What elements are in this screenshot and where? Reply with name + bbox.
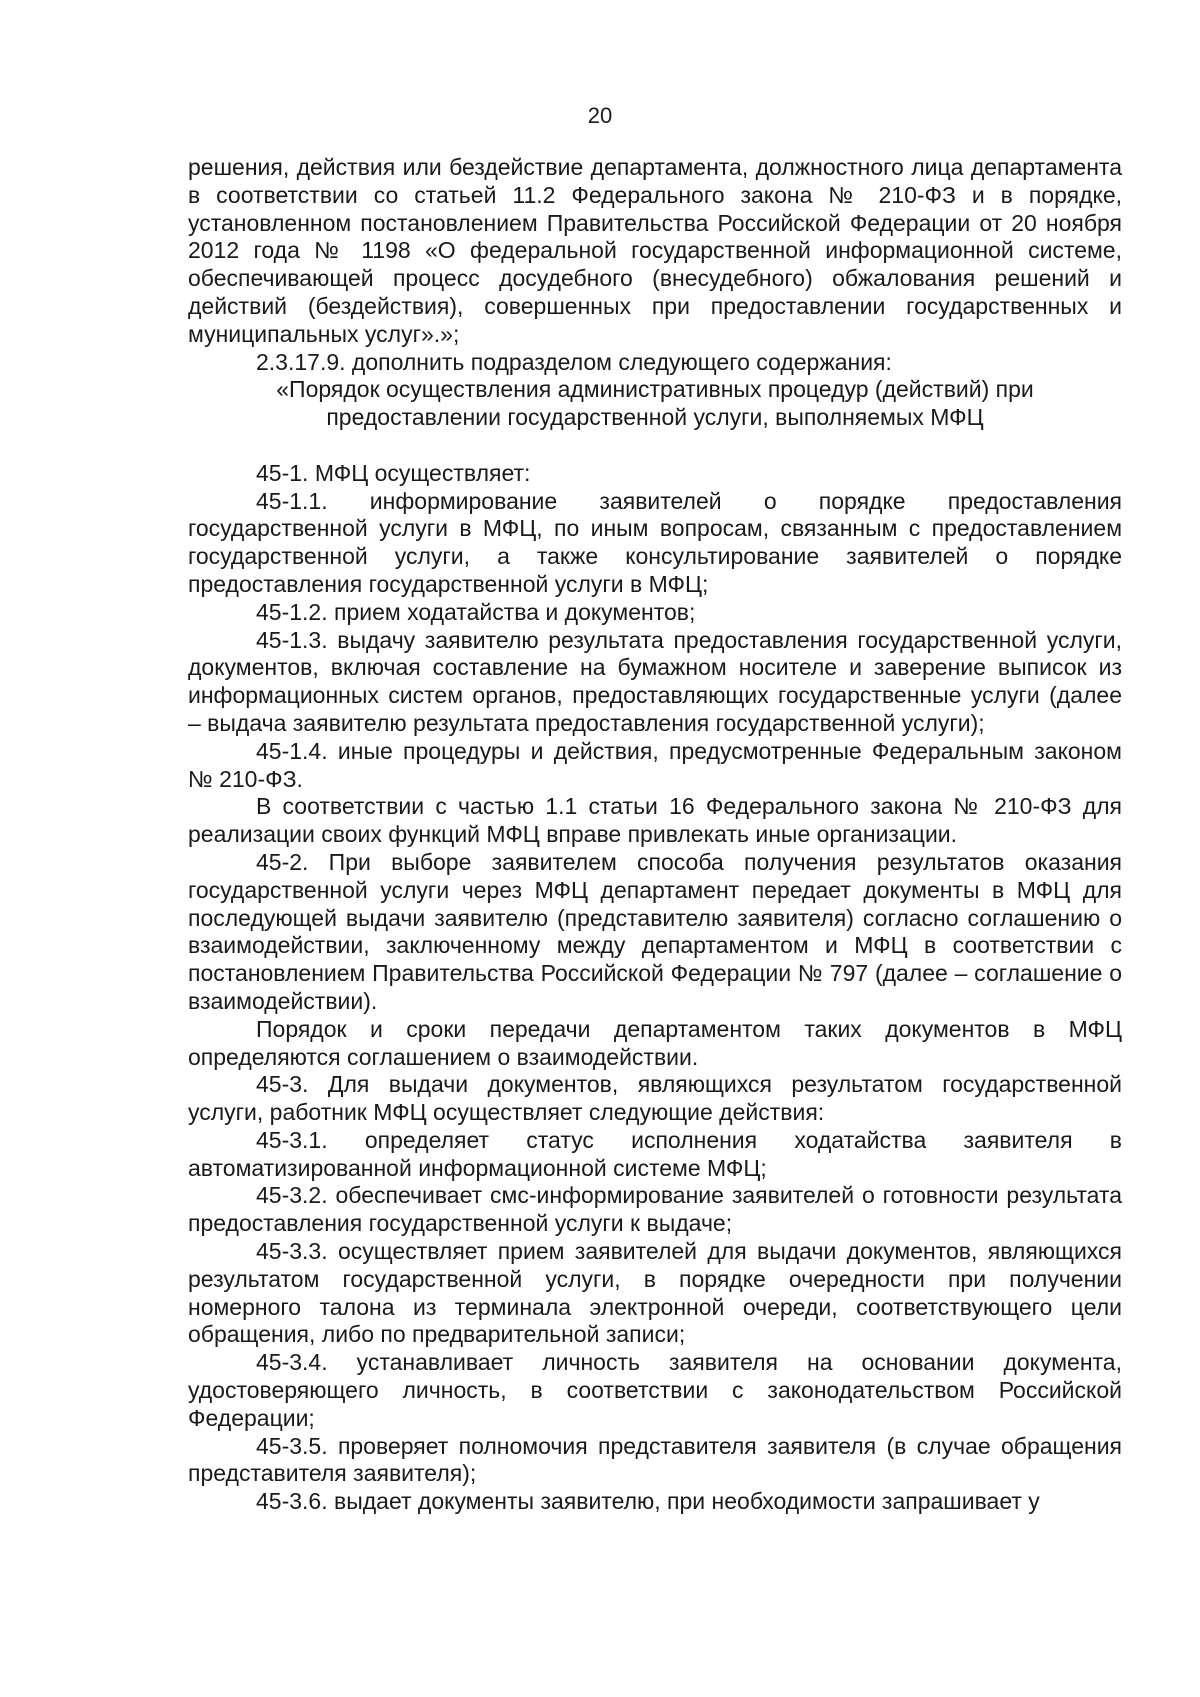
paragraph-45-3-3: 45-3.3. осуществляет прием заявителей для выдачи документов, являющихся результатом государственной услуги, в порядке очередности при получении номерного талона из терминала электронной очереди, соответствующего цели обращения, либо по предварительной записи; bbox=[188, 1238, 1122, 1348]
paragraph-amendment: 2.3.17.9. дополнить подразделом следующего содержания: bbox=[256, 348, 892, 375]
paragraph-45-1: 45-1. МФЦ осуществляет: bbox=[256, 459, 531, 486]
document-body bbox=[188, 154, 1122, 1516]
paragraph-45-1-1: 45-1.1. информирование заявителей о порядке предоставления государственной услуги в МФЦ, по иным вопросам, связанным с предоставлением государственной услуги, а также консультирование заявителей о порядке предоставления государственной услуги в МФЦ; bbox=[188, 487, 1122, 597]
section-heading bbox=[188, 376, 1122, 432]
page-number: 20 bbox=[587, 103, 613, 128]
paragraph-45-3-1: 45-3.1. определяет статус исполнения ходатайства заявителя в автоматизированной информационной системе МФЦ; bbox=[188, 1126, 1122, 1181]
paragraph-45-1-2: 45-1.2. прием ходатайства и документов; bbox=[256, 598, 696, 625]
section-heading-line-1: «Порядок осуществления административных процедур (действий) при bbox=[276, 376, 1034, 403]
paragraph-45-3-5: 45-3.5. проверяет полномочия представителя заявителя (в случае обращения представителя заявителя); bbox=[188, 1432, 1122, 1487]
paragraph-continuation: решения, действия или бездействие департамента, должностного лица департамента в соответствии со статьей 11.2 Федерального закона № 210-ФЗ и в порядке, установленном постановлением Правительства Российской Федерации от 20 ноября 2012 года № 1198 «О федеральной государственной информационной системе, обеспечивающей процесс досудебного (внесудебного) обжалования решений и действий (бездействия), совершенных при предоставлении государственных и муниципальных услуг».»; bbox=[188, 154, 1122, 347]
paragraph-45-1-4: 45-1.4. иные процедуры и действия, предусмотренные Федеральным законом № 210-ФЗ. bbox=[188, 737, 1122, 792]
paragraph-transfer-order: Порядок и сроки передачи департаментом таких документов в МФЦ определяются соглашением о взаимодействии. bbox=[188, 1015, 1122, 1070]
paragraph-45-2: 45-2. При выборе заявителем способа получения результатов оказания государственной услуги через МФЦ департамент передает документы в МФЦ для последующей выдачи заявителю (представителю заявителя) согласно соглашению о взаимодействии, заключенному между департаментом и МФЦ в соответствии с постановлением Правительства Российской Федерации № 797 (далее – соглашение о взаимодействии). bbox=[188, 848, 1122, 1014]
paragraph-45-3-6: 45-3.6. выдает документы заявителю, при необходимости запрашивает у bbox=[256, 1488, 1040, 1515]
paragraph-45-3-4: 45-3.4. устанавливает личность заявителя на основании документа, удостоверяющего личность, в соответствии с законодательством Российской Федерации; bbox=[188, 1349, 1122, 1431]
paragraph-article-16: В соответствии с частью 1.1 статьи 16 Федерального закона № 210-ФЗ для реализации своих функций МФЦ вправе привлекать иные организации. bbox=[188, 793, 1122, 848]
paragraph-45-3-2: 45-3.2. обеспечивает смс-информирование заявителей о готовности результата предоставления государственной услуги к выдаче; bbox=[188, 1182, 1122, 1237]
paragraph-45-3: 45-3. Для выдачи документов, являющихся результатом государственной услуги, работник МФЦ осуществляет следующие действия: bbox=[188, 1071, 1122, 1126]
paragraph-45-1-3: 45-1.3. выдачу заявителю результата предоставления государственной услуги, документов, включая составление на бумажном носителе и заверение выписок из информационных систем органов, предоставляющих государственные услуги (далее – выдача заявителю результата предоставления государственной услуги); bbox=[188, 626, 1122, 736]
section-heading-line-2: предоставлении государственной услуги, выполняемых МФЦ bbox=[326, 404, 984, 431]
